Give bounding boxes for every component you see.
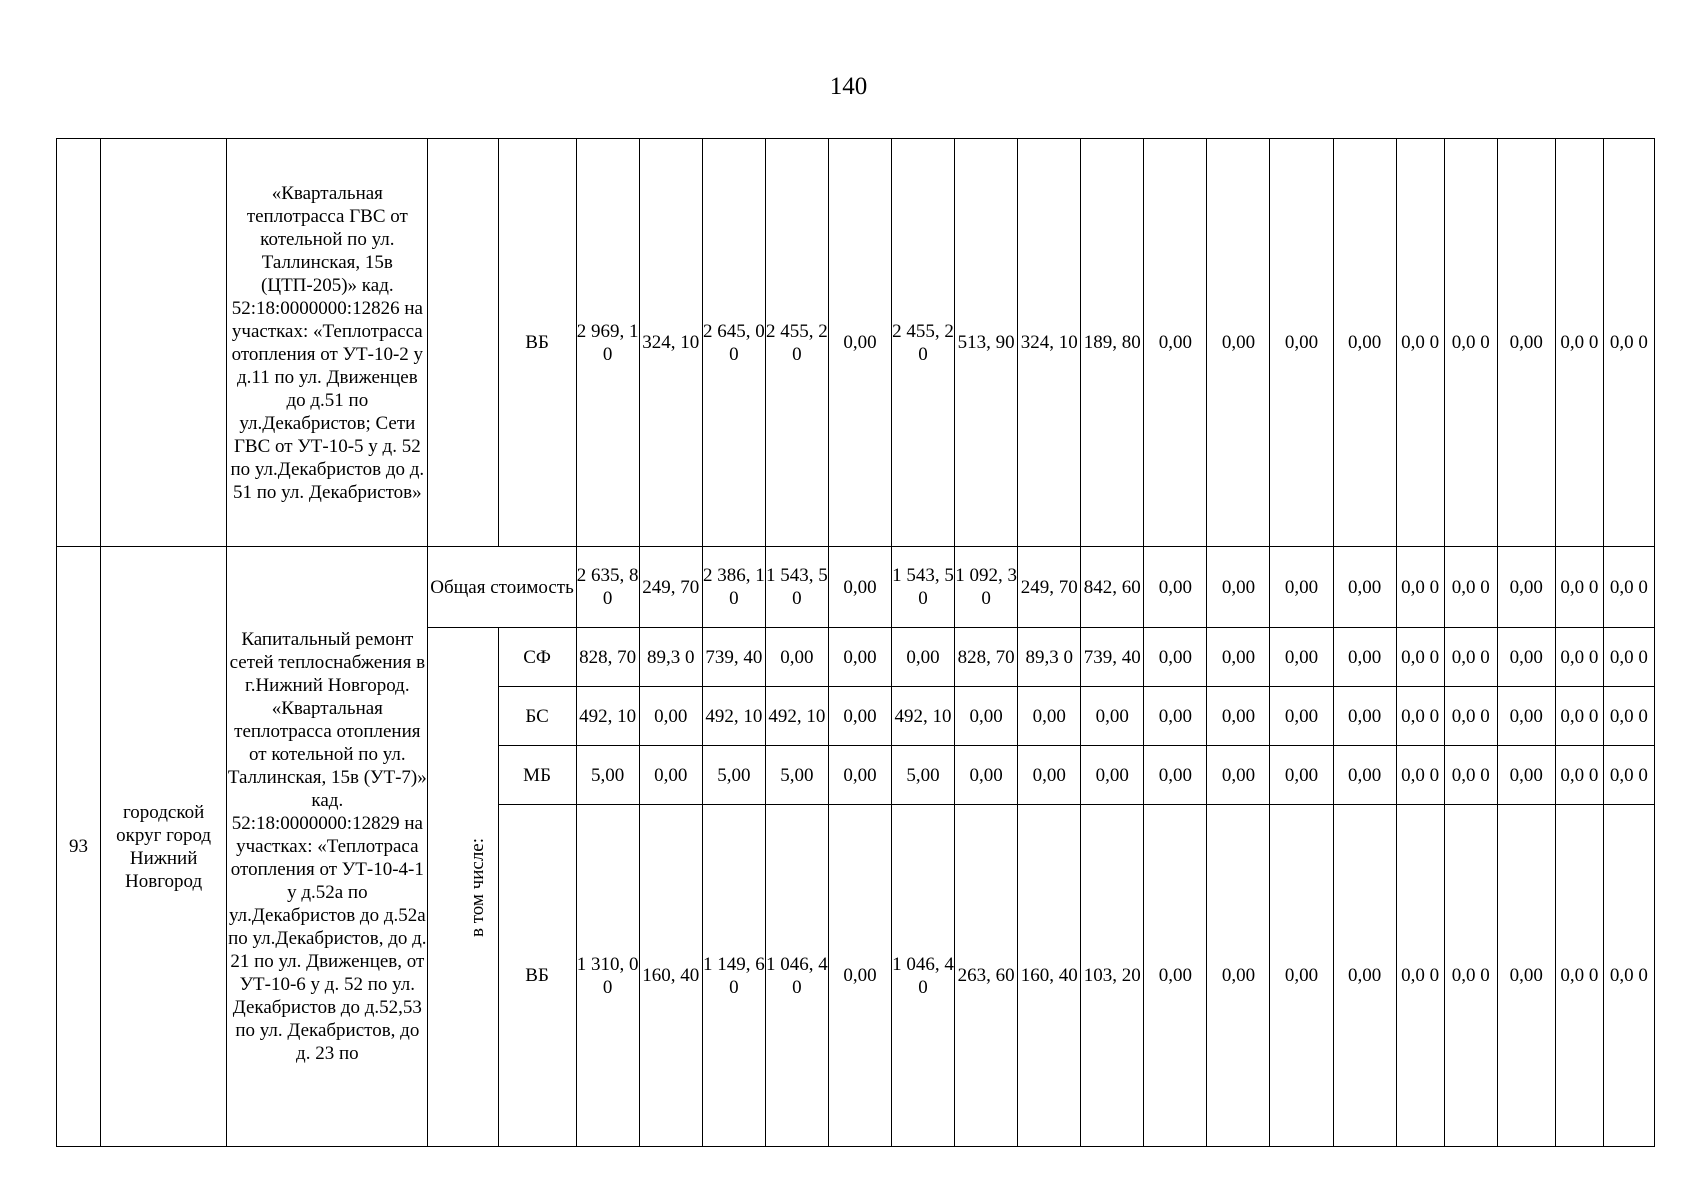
value-cell: 5,00	[576, 746, 639, 805]
value-cell: 0,00	[1081, 746, 1144, 805]
value-cell: 0,00	[1270, 139, 1333, 547]
value-cell: 0,0 0	[1555, 139, 1603, 547]
value-cell: 0,00	[1144, 746, 1207, 805]
value-cell: 1 543, 50	[765, 547, 828, 628]
value-cell: 5,00	[702, 746, 765, 805]
value-cell: 0,00	[765, 628, 828, 687]
value-cell: 1 046, 40	[765, 805, 828, 1147]
value-cell: 0,00	[1333, 139, 1396, 547]
value-cell: 0,00	[1270, 746, 1333, 805]
value-cell: 0,00	[828, 628, 891, 687]
value-cell: 0,00	[828, 139, 891, 547]
value-cell: 0,00	[1144, 139, 1207, 547]
value-cell: 0,00	[1207, 687, 1270, 746]
value-cell: 0,00	[1018, 687, 1081, 746]
value-cell: 0,0 0	[1444, 805, 1497, 1147]
value-cell: 828, 70	[576, 628, 639, 687]
value-cell: 0,00	[1144, 687, 1207, 746]
value-cell: 1 310, 00	[576, 805, 639, 1147]
value-cell: 5,00	[892, 746, 955, 805]
value-cell: 0,0 0	[1555, 805, 1603, 1147]
value-cell: 0,00	[1497, 805, 1555, 1147]
value-cell: 249, 70	[639, 547, 702, 628]
value-cell: 1 092, 30	[955, 547, 1018, 628]
value-cell: 0,00	[1333, 547, 1396, 628]
cell-municipality	[101, 139, 227, 547]
value-cell: 324, 10	[1018, 139, 1081, 547]
table-row	[57, 139, 1655, 547]
value-cell: 1 149, 60	[702, 805, 765, 1147]
value-cell: 263, 60	[955, 805, 1018, 1147]
funding-source: МБ	[498, 746, 576, 805]
funding-source: БС	[498, 687, 576, 746]
value-cell: 0,0 0	[1396, 139, 1444, 547]
value-cell: 0,00	[1497, 139, 1555, 547]
value-cell: 0,00	[1333, 746, 1396, 805]
value-cell: 0,00	[1270, 628, 1333, 687]
value-cell: 89,3 0	[639, 628, 702, 687]
value-cell: 0,0 0	[1603, 687, 1654, 746]
value-cell: 0,00	[1018, 746, 1081, 805]
value-cell: 249, 70	[1018, 547, 1081, 628]
including-label-cell	[428, 628, 498, 1147]
object-number: 93	[57, 547, 101, 1147]
value-cell: 0,0 0	[1555, 746, 1603, 805]
value-cell: 0,00	[1270, 805, 1333, 1147]
value-cell: 0,00	[639, 687, 702, 746]
value-cell: 739, 40	[1081, 628, 1144, 687]
value-cell: 103, 20	[1081, 805, 1144, 1147]
object-description: Капитальный ремонт сетей теплоснабжения в г.Нижний Новгород. «Квартальная теплотрасса отопления от котельной по ул. Таллинская, 15в (УТ-7)» кад. 52:18:0000000:12829 на участках: «Теплотраса отопления от УТ-10-4-1 у д.52а по ул.Декабристов до д.52а по ул.Декабристов, до д. 21 по ул. Движенцев, от УТ-10-6 у д. 52 по ул. Декабристов до д.52,53 по ул. Декабристов, до д. 23 по	[227, 547, 428, 1147]
value-cell: 0,0 0	[1396, 805, 1444, 1147]
value-cell: 0,0 0	[1603, 746, 1654, 805]
value-cell: 0,00	[1497, 547, 1555, 628]
funding-source: ВБ	[498, 139, 576, 547]
table-row	[57, 547, 1655, 628]
value-cell: 1 046, 40	[892, 805, 955, 1147]
value-cell: 0,0 0	[1603, 547, 1654, 628]
value-cell: 0,00	[828, 547, 891, 628]
value-cell: 2 635, 80	[576, 547, 639, 628]
value-cell: 89,3 0	[1018, 628, 1081, 687]
value-cell: 0,00	[828, 805, 891, 1147]
value-cell: 0,00	[955, 687, 1018, 746]
value-cell: 324, 10	[639, 139, 702, 547]
value-cell: 492, 10	[576, 687, 639, 746]
value-cell: 0,00	[828, 746, 891, 805]
value-cell: 0,00	[1144, 628, 1207, 687]
value-cell: 0,0 0	[1555, 547, 1603, 628]
value-cell: 0,00	[1497, 687, 1555, 746]
value-cell: 513, 90	[955, 139, 1018, 547]
value-cell: 0,0 0	[1555, 687, 1603, 746]
value-cell: 2 455, 20	[892, 139, 955, 547]
value-cell: 0,0 0	[1444, 687, 1497, 746]
value-cell: 189, 80	[1081, 139, 1144, 547]
value-cell: 0,00	[1207, 139, 1270, 547]
value-cell: 160, 40	[1018, 805, 1081, 1147]
value-cell: 0,0 0	[1444, 139, 1497, 547]
value-cell: 0,0 0	[1603, 139, 1654, 547]
including-label: в том числе:	[467, 837, 489, 937]
value-cell: 0,00	[1144, 805, 1207, 1147]
value-cell: 0,0 0	[1603, 805, 1654, 1147]
value-cell: 0,00	[955, 746, 1018, 805]
value-cell: 0,0 0	[1444, 628, 1497, 687]
value-cell: 0,00	[1497, 628, 1555, 687]
value-cell: 0,0 0	[1444, 746, 1497, 805]
value-cell: 0,00	[828, 687, 891, 746]
object-description: «Квартальная теплотрасса ГВС от котельной по ул. Таллинская, 15в (ЦТП-205)» кад. 52:18:0000000:12826 на участках: «Теплотрасса отопления от УТ-10-2 у д.11 по ул. Движенцев до д.51 по ул.Декабристов; Сети ГВС от УТ-10-5 у д. 52 по ул.Декабристов до д. 51 по ул. Декабристов»	[227, 139, 428, 547]
value-cell: 0,0 0	[1555, 628, 1603, 687]
value-cell: 0,00	[1333, 687, 1396, 746]
cell-num	[57, 139, 101, 547]
value-cell: 2 386, 10	[702, 547, 765, 628]
value-cell: 492, 10	[892, 687, 955, 746]
value-cell: 0,00	[1081, 687, 1144, 746]
value-cell: 1 543, 50	[892, 547, 955, 628]
value-cell: 0,00	[1144, 547, 1207, 628]
value-cell: 0,0 0	[1396, 628, 1444, 687]
value-cell: 0,00	[1333, 628, 1396, 687]
value-cell: 492, 10	[765, 687, 828, 746]
value-cell: 0,0 0	[1444, 547, 1497, 628]
value-cell: 0,00	[1207, 746, 1270, 805]
value-cell: 0,00	[1270, 687, 1333, 746]
value-cell: 2 645, 00	[702, 139, 765, 547]
value-cell: 2 969, 10	[576, 139, 639, 547]
value-cell: 0,00	[892, 628, 955, 687]
value-cell: 0,0 0	[1396, 746, 1444, 805]
value-cell: 739, 40	[702, 628, 765, 687]
value-cell: 0,0 0	[1396, 687, 1444, 746]
value-cell: 842, 60	[1081, 547, 1144, 628]
value-cell: 0,00	[639, 746, 702, 805]
funding-source: ВБ	[498, 805, 576, 1147]
budget-table	[56, 138, 1655, 1147]
value-cell: 0,00	[1207, 628, 1270, 687]
value-cell: 0,00	[1497, 746, 1555, 805]
value-cell: 0,0 0	[1396, 547, 1444, 628]
value-cell: 0,00	[1333, 805, 1396, 1147]
funding-source: СФ	[498, 628, 576, 687]
page-number: 140	[829, 73, 868, 100]
cell-empty	[428, 139, 498, 547]
value-cell: 0,00	[1207, 805, 1270, 1147]
value-cell: 160, 40	[639, 805, 702, 1147]
value-cell: 5,00	[765, 746, 828, 805]
value-cell: 0,00	[1270, 547, 1333, 628]
value-cell: 492, 10	[702, 687, 765, 746]
value-cell: 0,00	[1207, 547, 1270, 628]
value-cell: 0,0 0	[1603, 628, 1654, 687]
total-cost-label: Общая стоимость	[428, 547, 576, 628]
value-cell: 828, 70	[955, 628, 1018, 687]
municipality-name: городской округ город Нижний Новгород	[101, 547, 227, 1147]
value-cell: 2 455, 20	[765, 139, 828, 547]
